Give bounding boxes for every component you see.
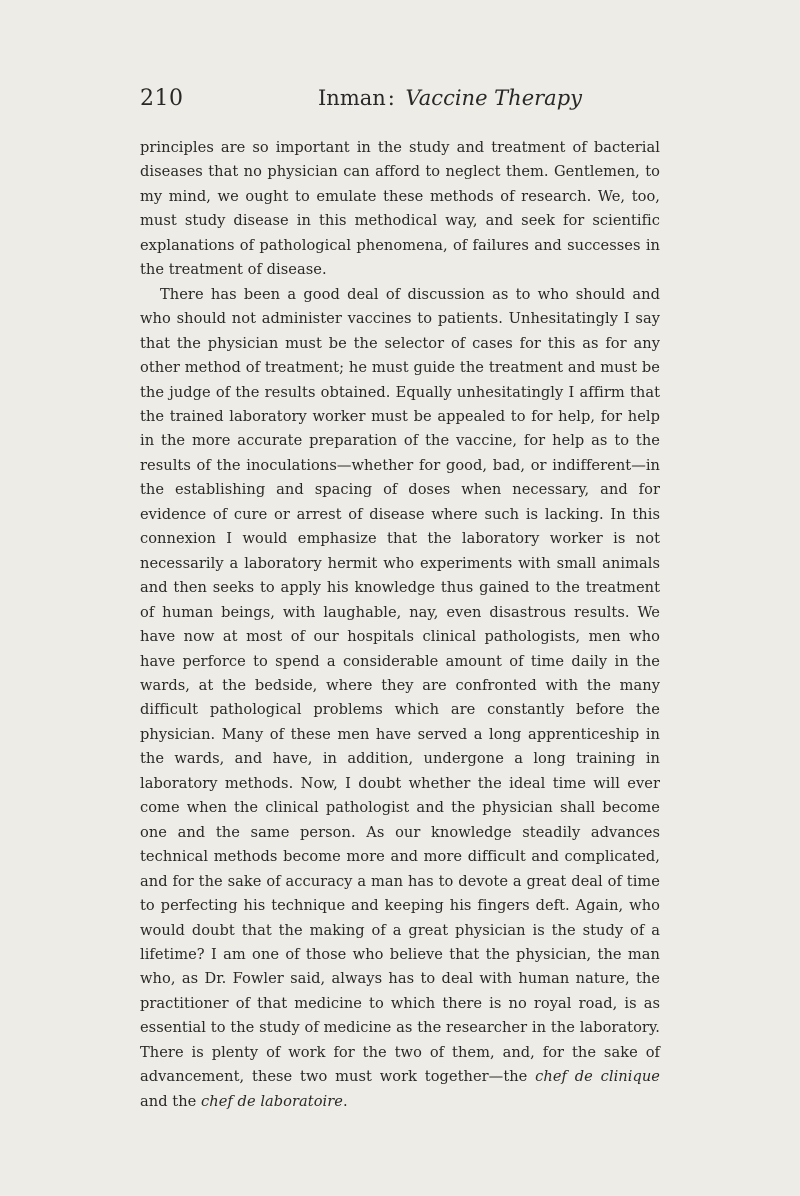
- running-head: [318, 86, 582, 110]
- body-text: [140, 136, 660, 1114]
- page-header: [140, 86, 660, 126]
- running-head-separator: :: [387, 86, 395, 110]
- paragraph-2-text: There has been a good deal of discussion as to who should and who should not administer vaccines to patients. Unhesitatingly I say that the physician must be the selector of cases for this as for any other method of treatment; he must guide the treatment and must be the judge of the results obtained. Equally unhesitatingly I affirm that the trained laboratory worker must be appealed to for help, for help in the more accurate preparation of the vaccine, for help as to the results of the inoculations—whether for good, bad, or indifferent—in the establishing and spacing of doses when necessary, and for evidence of cure or arrest of disease where such is lacking. In this connexion I would emphasize that the laboratory worker is not necessarily a laboratory hermit who experiments with small animals and then seeks to apply his knowledge thus gained to the treatment of human beings, with laughable, nay, even disastrous results. We have now at most of our hospitals clinical pathologists, men who have perforce to spend a considerable amount of time daily in the wards, at the bedside, where they are confronted with the many difficult pathological problems which are constantly before the physician. Many of these men have served a long apprenticeship in the wards, and have, in addition, undergone a long training in laboratory methods. Now, I doubt whether the ideal time will ever come when the clinical pathologist and the physician shall become one and the same person. As our knowledge steadily advances technical methods become more and more difficult and complicated, and for the sake of accuracy a man has to devote a great deal of time to perfecting his technique and keeping his fingers deft. Again, who would doubt that the making of a great physician is the study of a lifetime? I am one of those who believe that the physician, the man who, as Dr. Fowler said, always has to deal with human nature, the practitioner of that medicine to which there is no royal road, is as essential to the study of medicine as the researcher in the laboratory. There is plenty of work for the two of them, and, for the sake of advancement, these two must work together—the: [140, 285, 660, 1086]
- running-head-title: Vaccine Therapy: [405, 86, 582, 110]
- italic-term-chef-de-laboratoire: chef de laboratoire: [201, 1092, 343, 1110]
- page-number: 210: [140, 86, 184, 111]
- italic-term-chef-de-clinique: chef de clinique: [535, 1068, 660, 1086]
- running-head-author: Inman: [318, 86, 386, 110]
- paragraph-1: principles are so important in the study and treatment of bacterial diseases that no physician can afford to neglect them. Gentlemen, to my mind, we ought to emulate these methods of research. We, too, must study disease in this methodical way, and seek for scientific explanations of pathological phenomena, of failures and successes in the treatment of disease.: [140, 139, 660, 279]
- paragraph-2: [140, 283, 660, 1114]
- paragraph-2-end: .: [342, 1092, 348, 1110]
- paragraph-2-connector: and the: [140, 1092, 197, 1110]
